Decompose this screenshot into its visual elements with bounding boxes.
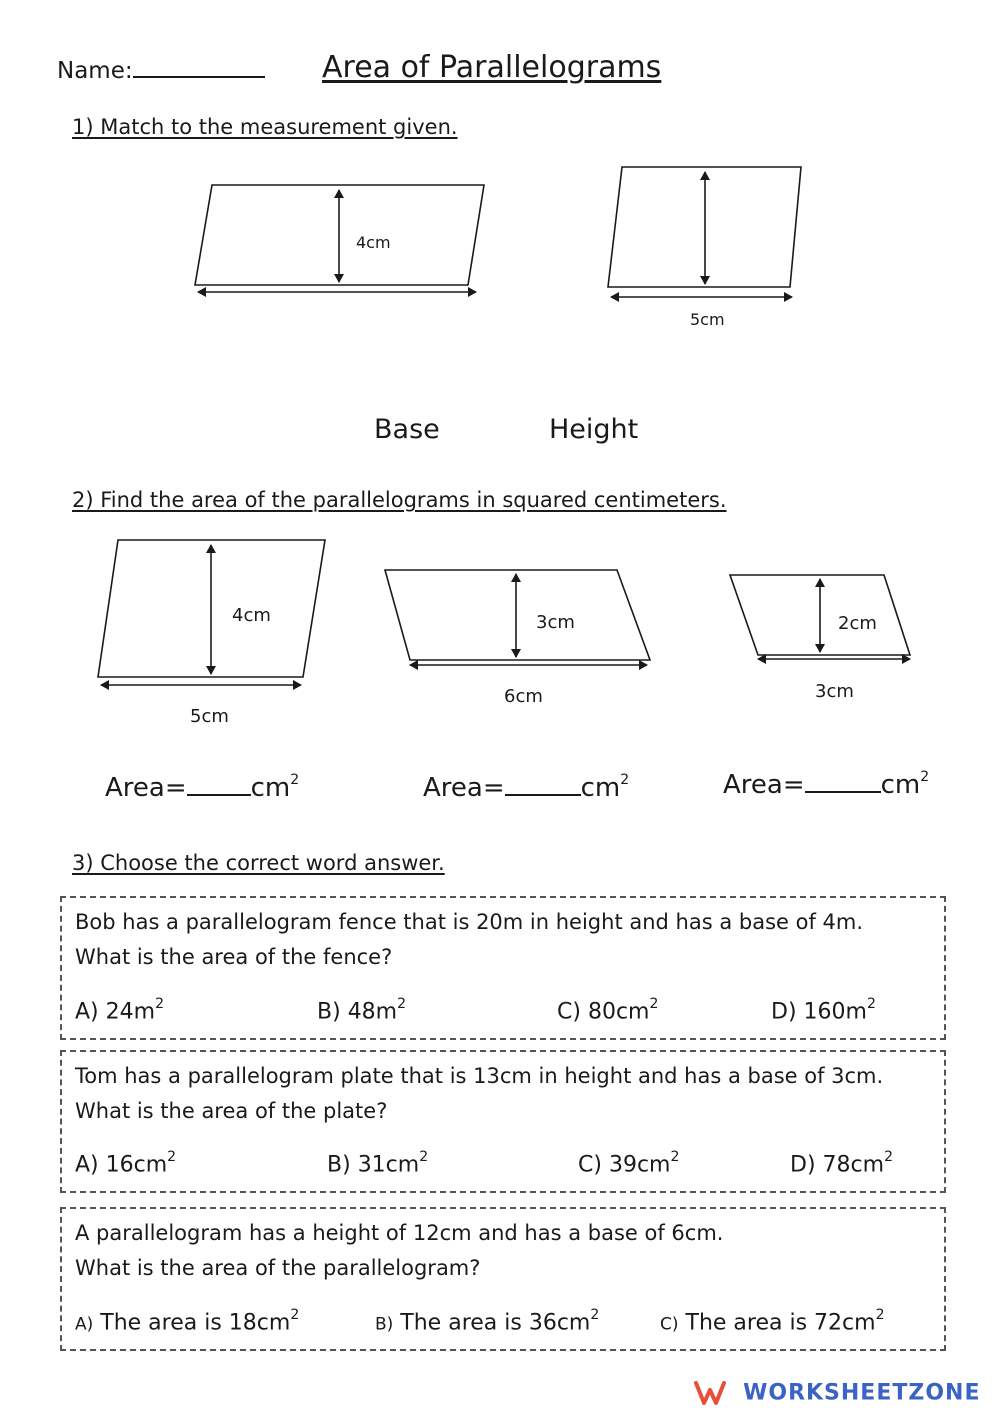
parallelogram-1a (195, 185, 484, 292)
shape-2a-height-label: 4cm (232, 605, 271, 626)
shape-1b-base-label: 5cm (690, 310, 725, 329)
shape-2a-base-label: 5cm (190, 706, 229, 727)
word-base[interactable]: Base (374, 414, 440, 445)
area-answer-3[interactable]: Area= $cm^2$ (723, 769, 930, 800)
shape-2c-height-label: 2cm (838, 613, 877, 634)
name-label: Name: (57, 58, 265, 84)
question-2-line1: Tom has a parallelogram plate that is 13cm in height and has a base of 3cm. (75, 1064, 884, 1088)
section3-heading: 3) Choose the correct word answer. (72, 851, 445, 875)
page-title: Area of Parallelograms (322, 50, 662, 85)
area-answer-1[interactable]: Area= $cm^2$ (105, 772, 300, 803)
shape-1a-height-label: 4cm (356, 233, 391, 252)
worksheetzone-logo (694, 1380, 980, 1406)
question-2-option-b[interactable]: B) $31cm^2$ (327, 1149, 429, 1178)
w-logo-icon (694, 1380, 738, 1406)
question-3-line1: A parallelogram has a height of 12cm and has a base of 6cm. (75, 1221, 724, 1245)
question-1-option-c[interactable]: C) $80cm^2$ (557, 996, 659, 1025)
parallelogram-2a (98, 540, 325, 685)
question-3-line2: What is the area of the parallelogram? (75, 1256, 481, 1280)
parallelogram-1b (608, 167, 801, 297)
question-1-option-b[interactable]: B) $48m^2$ (317, 996, 407, 1025)
word-height[interactable]: Height (549, 414, 639, 445)
brand-worksheet: WORKSHEET (743, 1380, 909, 1406)
question-2-option-c[interactable]: C) $39cm^2$ (578, 1149, 680, 1178)
question-2-option-d[interactable]: D) $78cm^2$ (790, 1149, 893, 1178)
shape-2c-base-label: 3cm (815, 681, 854, 702)
question-3-option-a[interactable]: A) The area is $18cm^2$ (75, 1307, 300, 1336)
brand-zone: ZONE (908, 1380, 981, 1406)
question-1-option-d[interactable]: D) $160m^2$ (771, 996, 876, 1025)
shape-2b-height-label: 3cm (536, 612, 575, 633)
question-3-option-c[interactable]: C) The area is $72cm^2$ (660, 1307, 885, 1336)
question-1-line1: Bob has a parallelogram fence that is 20m in height and has a base of 4m. (75, 910, 864, 934)
shape-2b-base-label: 6cm (504, 686, 543, 707)
parallelogram-2b (385, 570, 650, 665)
question-1-line2: What is the area of the fence? (75, 945, 393, 969)
question-1-option-a[interactable]: A) $24m^2$ (75, 996, 164, 1025)
parallelogram-2c (730, 575, 910, 659)
question-3-option-b[interactable]: B) The area is $36cm^2$ (375, 1307, 600, 1336)
section1-heading: 1) Match to the measurement given. (72, 115, 458, 139)
section2-heading: 2) Find the area of the parallelograms in squared centimeters. (72, 488, 727, 512)
question-2-line2: What is the area of the plate? (75, 1099, 388, 1123)
area-answer-2[interactable]: Area= $cm^2$ (423, 772, 630, 803)
question-2-option-a[interactable]: A) $16cm^2$ (75, 1149, 177, 1178)
